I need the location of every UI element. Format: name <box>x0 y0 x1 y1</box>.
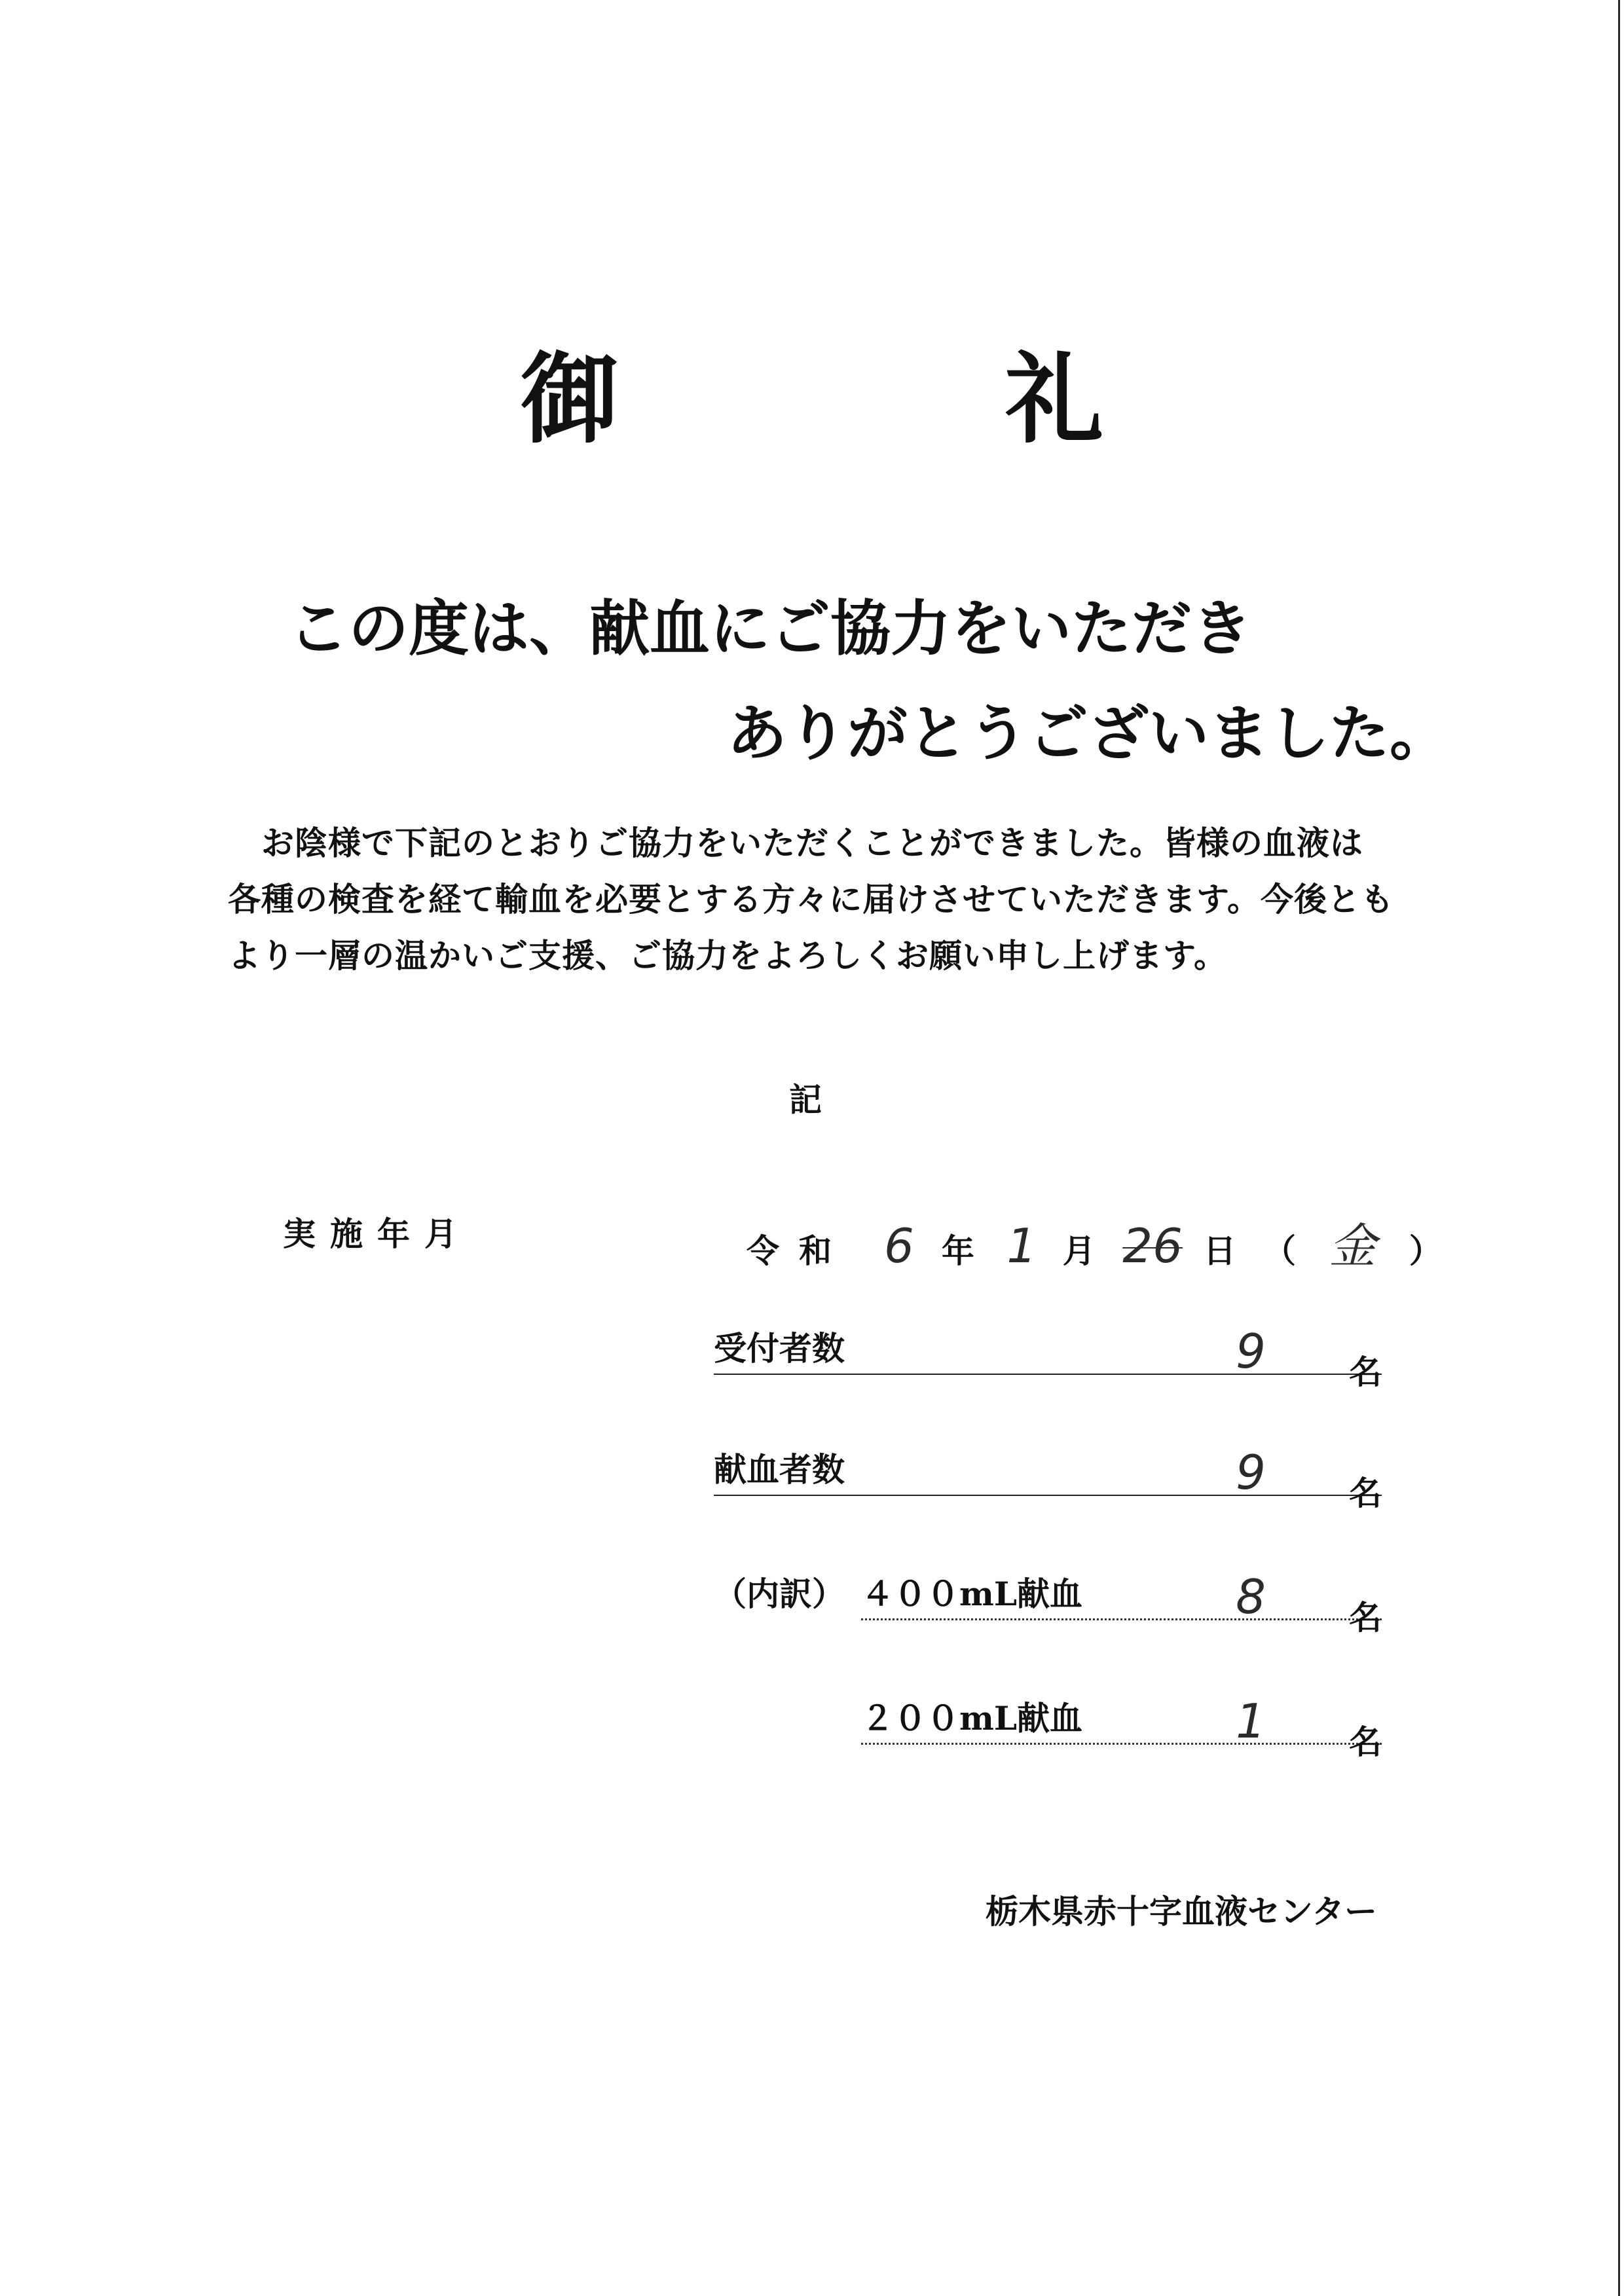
implementation-date <box>747 1208 1451 1276</box>
body-line-1: お陰様で下記のとおりご協力をいただくことができました。皆様の血液は <box>228 824 1363 862</box>
thanks-message-line-2: ありがとうございました。 <box>727 698 1450 769</box>
date-paren-open: （ <box>1263 1231 1296 1270</box>
implementation-date-label: 実施年月 <box>283 1214 471 1253</box>
ml200-count-value: 1 <box>1236 1694 1266 1749</box>
body-line-3: より一層の温かいご支援、ご協力をよろしくお願い申し上げます。 <box>228 936 1227 975</box>
donor-count-unit: 名 <box>1349 1474 1382 1512</box>
thanks-message-line-1: この度は、献血にご協力をいただき <box>288 593 1253 664</box>
ml400-count-value: 8 <box>1236 1569 1266 1624</box>
ml400-count-unit: 名 <box>1349 1598 1382 1637</box>
body-line-2: 各種の検査を経て輸血を必要とする方々に届けさせていただきます。今後とも <box>228 880 1394 919</box>
donor-count-row <box>714 1444 1382 1512</box>
date-year-unit: 年 <box>941 1231 974 1270</box>
issuer-name: 栃木県赤十字血液センター <box>986 1892 1377 1931</box>
ki-heading: 記 <box>789 1080 822 1119</box>
date-day-unit: 日 <box>1203 1231 1236 1270</box>
date-weekday: 金 <box>1329 1218 1376 1273</box>
donor-count-label: 献血者数 <box>714 1450 845 1489</box>
ml400-count-underline <box>861 1618 1382 1620</box>
breakdown-label: （内訳） <box>714 1575 845 1613</box>
ml200-count-unit: 名 <box>1349 1722 1382 1761</box>
reception-count-unit: 名 <box>1349 1353 1382 1391</box>
date-day-value: 26 <box>1122 1218 1183 1273</box>
donor-count-value: 9 <box>1236 1445 1266 1500</box>
reception-count-row <box>714 1322 1382 1391</box>
ml200-count-row <box>861 1692 1382 1761</box>
date-year-value: 6 <box>884 1218 914 1273</box>
date-paren-close: ） <box>1409 1231 1442 1270</box>
date-era: 令和 <box>747 1231 851 1270</box>
date-month-unit: 月 <box>1062 1231 1096 1270</box>
reception-count-value: 9 <box>1236 1324 1266 1379</box>
ml400-count-label: ４００mL献血 <box>861 1575 1083 1613</box>
ml400-count-row <box>714 1568 1382 1637</box>
date-month-value: 1 <box>1006 1218 1037 1273</box>
ml200-count-underline <box>861 1743 1382 1745</box>
body-paragraph <box>228 815 1400 984</box>
document-title: 御 礼 <box>520 342 1247 457</box>
reception-count-label: 受付者数 <box>714 1329 845 1368</box>
ml200-count-label: ２００mL献血 <box>861 1699 1083 1738</box>
